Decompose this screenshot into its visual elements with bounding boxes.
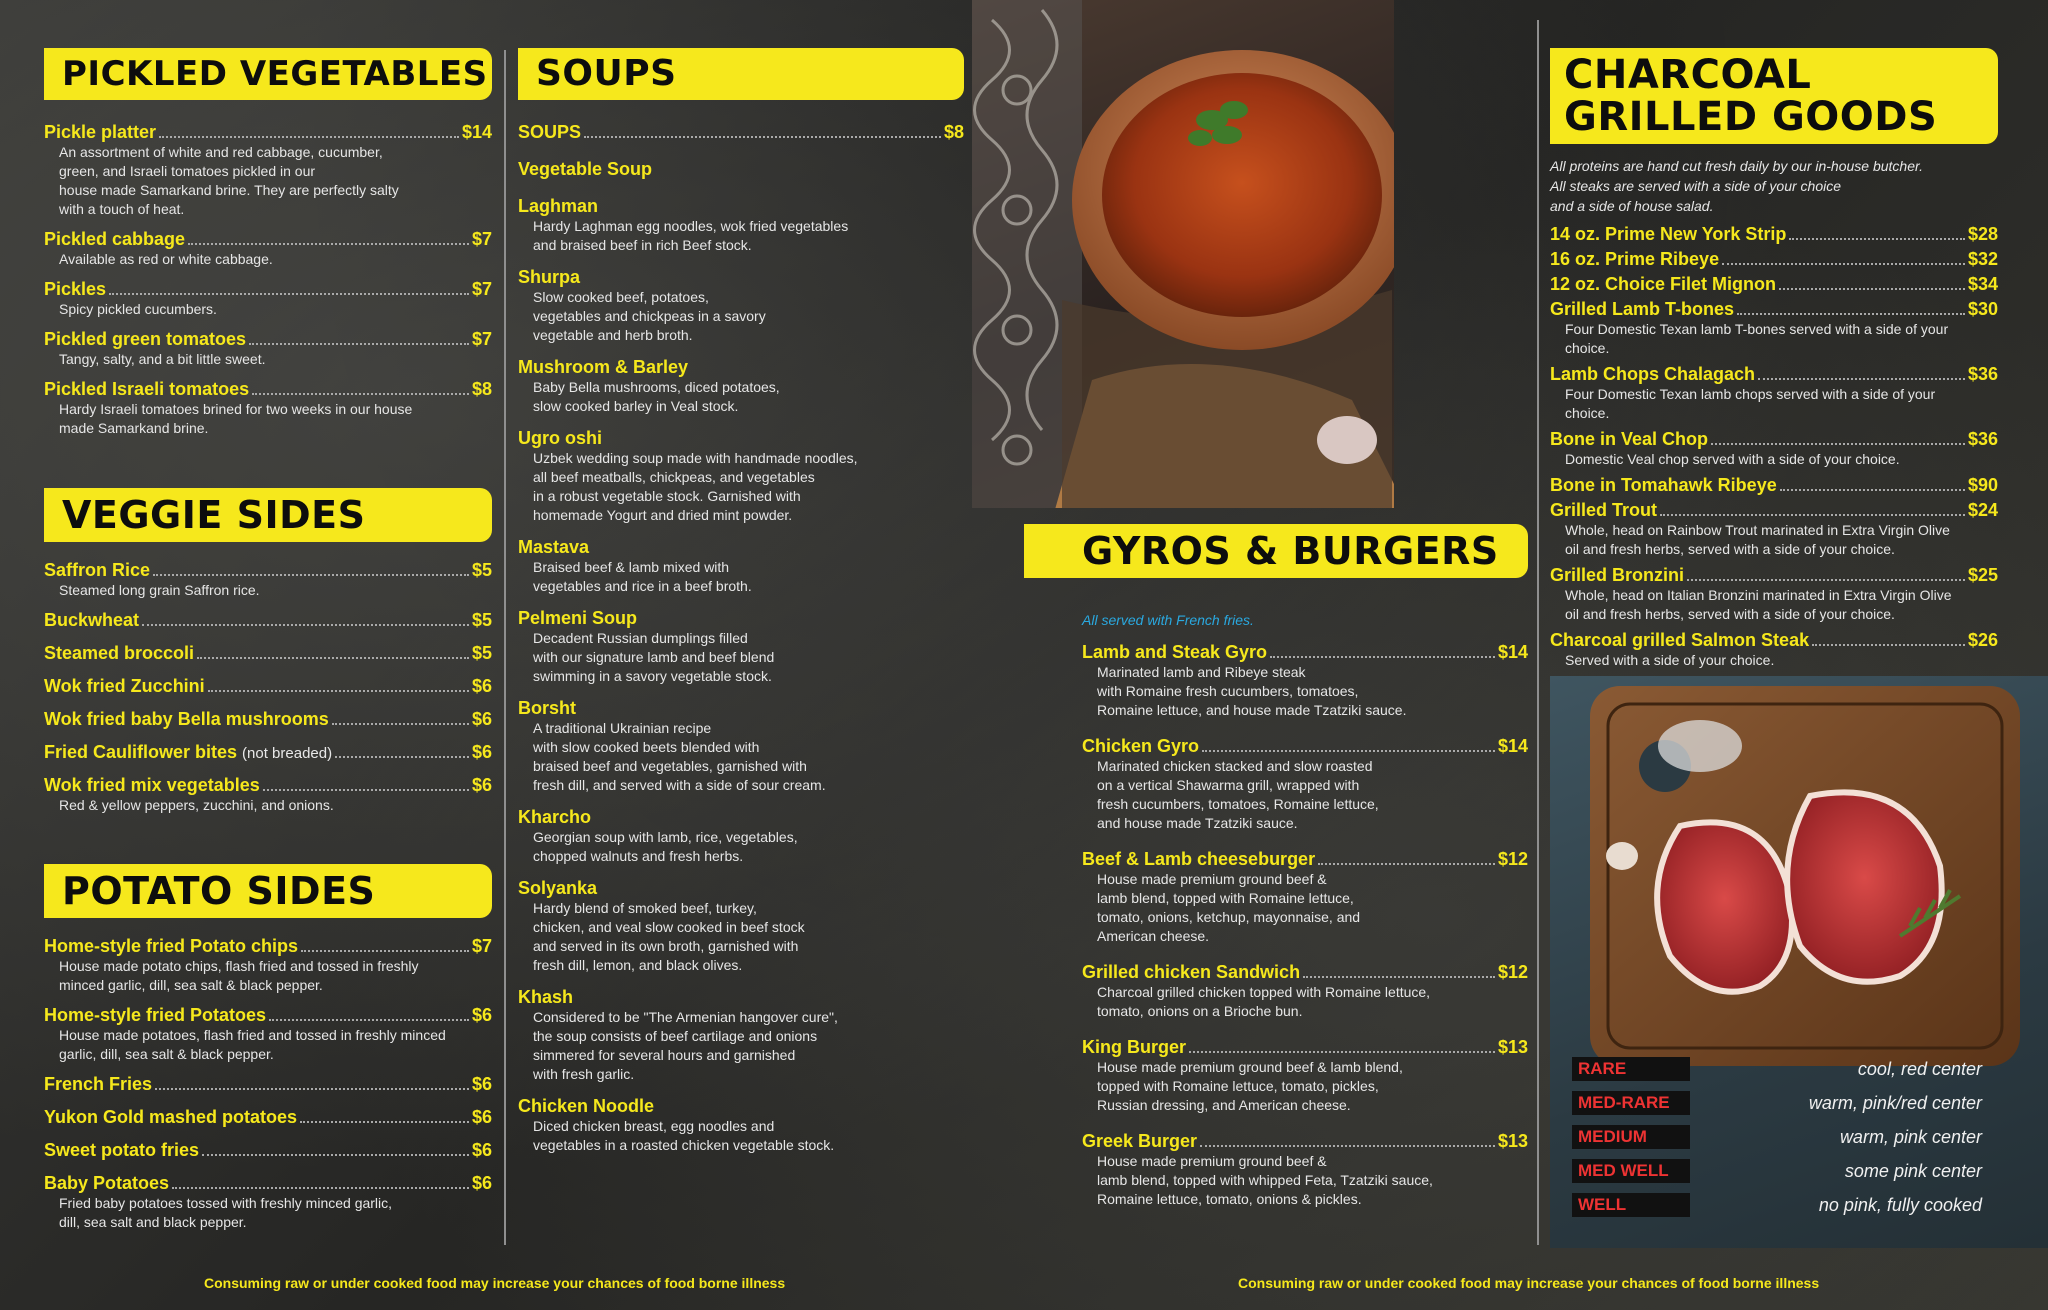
menu-item: [44, 229, 492, 269]
item-desc: Hardy Laghman egg noodles, wok fried vegetables and braised beef in rich Beef stock.: [533, 218, 849, 253]
item-price: $7: [471, 936, 492, 956]
leader-dots: [263, 789, 469, 791]
item-name: Greek Burger: [1082, 1131, 1198, 1151]
item-desc: House made premium ground beef & lamb blend, topped with Romaine lettuce, tomato, onions, ketchup, mayonnaise, and American cheese.: [1097, 871, 1361, 944]
item-name: Grilled Bronzini: [1550, 565, 1685, 585]
leader-dots: [252, 393, 469, 395]
item-price: $14: [1497, 736, 1528, 756]
item-desc: Baby Bella mushrooms, diced potatoes, slow cooked barley in Veal stock.: [533, 379, 780, 414]
item-price: $90: [1967, 475, 1998, 495]
menu-item: [1082, 849, 1528, 946]
charcoal-title: [1550, 48, 1998, 144]
leader-dots: [249, 343, 469, 345]
item-desc: Four Domestic Texan lamb chops served with a side of your choice.: [1565, 386, 1936, 421]
item-price: $6: [471, 1173, 492, 1193]
item-price: $6: [471, 742, 492, 762]
menu-item: [44, 279, 492, 319]
doneness-label: WELL: [1572, 1193, 1690, 1217]
item-price: $6: [471, 775, 492, 795]
doneness-row: [1572, 1052, 1982, 1086]
menu-item: [518, 608, 964, 686]
leader-dots: [1303, 976, 1495, 978]
menu-item: [1550, 249, 1998, 270]
veggie-title: VEGGIE SIDES: [44, 488, 492, 542]
item-price: $6: [471, 1107, 492, 1127]
divider-2: [1537, 20, 1539, 1245]
item-name: Vegetable Soup: [518, 159, 653, 179]
item-desc: Steamed long grain Saffron rice.: [59, 582, 260, 598]
item-price: $7: [471, 229, 492, 249]
item-name: Yukon Gold mashed potatoes: [44, 1107, 298, 1127]
item-price: $13: [1497, 1131, 1528, 1151]
doneness-row: [1572, 1188, 1982, 1222]
soups-title: SOUPS: [518, 48, 964, 100]
leader-dots: [1189, 1051, 1495, 1053]
veggie-section: [44, 488, 492, 825]
leader-dots: [1737, 313, 1965, 315]
item-desc: Served with a side of your choice.: [1565, 652, 1775, 668]
item-name: Charcoal grilled Salmon Steak: [1550, 630, 1810, 650]
charcoal-intro: All proteins are hand cut fresh daily by our in-house butcher. All steaks are served with a side of your choice and a side of house salad.: [1550, 158, 1924, 214]
charcoal-section: [1550, 48, 1998, 680]
item-name: French Fries: [44, 1074, 153, 1094]
item-name: 12 oz. Choice Filet Mignon: [1550, 274, 1777, 294]
leader-dots: [1789, 238, 1965, 240]
item-price: $14: [461, 122, 492, 142]
item-name: Ugro oshi: [518, 428, 602, 448]
item-name: Mastava: [518, 537, 590, 557]
leader-dots: [142, 624, 469, 626]
menu-item: [518, 878, 964, 975]
potato-title: POTATO SIDES: [44, 864, 492, 918]
item-price: $5: [471, 643, 492, 663]
leader-dots: [1780, 489, 1965, 491]
item-price: $6: [471, 1005, 492, 1025]
leader-dots: [1687, 579, 1965, 581]
menu-item: [1082, 1131, 1528, 1209]
item-price: $30: [1967, 299, 1998, 319]
item-note: (not breaded): [242, 745, 333, 762]
leader-dots: [1711, 443, 1965, 445]
pickled-list: [44, 122, 492, 438]
item-name: Lamb Chops Chalagach: [1550, 364, 1756, 384]
item-desc: Marinated lamb and Ribeye steak with Romaine fresh cucumbers, tomatoes, Romaine lettuce, and house made Tzatziki sauce.: [1097, 664, 1407, 718]
item-name: Sweet potato fries: [44, 1140, 200, 1160]
item-desc: A traditional Ukrainian recipe with slow cooked beets blended with braised beef and vegetables, garnished with fresh dill, and served with a side of sour cream.: [533, 720, 826, 793]
item-price: $32: [1967, 249, 1998, 269]
leader-dots: [332, 723, 469, 725]
menu-item: [518, 122, 964, 143]
menu-item: [518, 698, 964, 795]
item-name: 16 oz. Prime Ribeye: [1550, 249, 1720, 269]
leader-dots: [584, 136, 941, 138]
menu-item: [44, 775, 492, 815]
doneness-label: MEDIUM: [1572, 1125, 1690, 1149]
menu-item: [44, 1005, 492, 1064]
soups-section: [518, 48, 964, 1165]
item-price: $7: [471, 279, 492, 299]
item-price: $6: [471, 1140, 492, 1160]
menu-item: [1082, 1037, 1528, 1115]
leader-dots: [153, 574, 469, 576]
item-price: $5: [471, 610, 492, 630]
menu-item: [1082, 962, 1528, 1021]
menu-item: [44, 329, 492, 369]
doneness-chart: [1572, 1052, 1982, 1222]
menu-item: [518, 159, 964, 180]
item-price: $36: [1967, 364, 1998, 384]
menu-item: [44, 1173, 492, 1232]
leader-dots: [1202, 750, 1495, 752]
menu-item: [1550, 224, 1998, 245]
charcoal-title-line1: CHARCOAL: [1564, 52, 1812, 98]
item-desc: Whole, head on Italian Bronzini marinated in Extra Virgin Olive oil and fresh herbs, served with a side of your choice.: [1565, 587, 1952, 622]
item-desc: Uzbek wedding soup made with handmade noodles, all beef meatballs, chickpeas, and vegetables in a robust vegetable stock. Garnished with homemade Yogurt and dried mint powder.: [533, 450, 858, 523]
item-price: $12: [1497, 849, 1528, 869]
footer-warning-left: Consuming raw or under cooked food may increase your chances of food borne illness: [204, 1275, 786, 1291]
menu-item: [1550, 565, 1998, 624]
item-name: Kharcho: [518, 807, 592, 827]
divider-1: [504, 50, 506, 1245]
menu-item: [518, 357, 964, 416]
item-price: $7: [471, 329, 492, 349]
leader-dots: [208, 690, 469, 692]
item-price: $5: [471, 560, 492, 580]
item-desc: Marinated chicken stacked and slow roasted on a vertical Shawarma grill, wrapped with fresh cucumbers, tomatoes, Romaine lettuce, and house made Tzatziki sauce.: [1097, 758, 1379, 831]
item-desc: House made premium ground beef & lamb blend, topped with whipped Feta, Tzatziki sauce, Romaine lettuce, tomato, onions & pickles.: [1097, 1153, 1433, 1207]
item-name: Pickles: [44, 279, 107, 299]
gyros-subtitle: All served with French fries.: [1082, 612, 1254, 628]
item-desc: Whole, head on Rainbow Trout marinated in Extra Virgin Olive oil and fresh herbs, served with a side of your choice.: [1565, 522, 1950, 557]
leader-dots: [1318, 863, 1495, 865]
leader-dots: [159, 136, 459, 138]
leader-dots: [109, 293, 469, 295]
steak-photo: [1550, 676, 2048, 1248]
gyros-content: [1082, 612, 1528, 1219]
item-desc: Four Domestic Texan lamb T-bones served with a side of your choice.: [1565, 321, 1949, 356]
item-price: $8: [471, 379, 492, 399]
leader-dots: [1200, 1145, 1495, 1147]
item-name: Home-style fried Potato chips: [44, 936, 299, 956]
soup-illustration: [972, 0, 1394, 508]
item-desc: Braised beef & lamb mixed with vegetables and rice in a beef broth.: [533, 559, 752, 594]
menu-item: [44, 560, 492, 600]
item-name: Wok fried mix vegetables: [44, 775, 260, 795]
item-desc: House made premium ground beef & lamb blend, topped with Romaine lettuce, tomato, pickles, Russian dressing, and American cheese.: [1097, 1059, 1403, 1113]
menu-item: [518, 1096, 964, 1155]
leader-dots: [155, 1088, 469, 1090]
doneness-desc: no pink, fully cooked: [1818, 1194, 1982, 1215]
leader-dots: [1660, 514, 1965, 516]
menu-item: [1550, 630, 1998, 670]
soup-photo: [972, 0, 1394, 508]
menu-item: [44, 1107, 492, 1128]
item-price: $24: [1967, 500, 1998, 520]
menu-item: [44, 122, 492, 219]
item-price: $28: [1967, 224, 1998, 244]
soups-list: [518, 122, 964, 1155]
item-name: Pickled green tomatoes: [44, 329, 247, 349]
item-name: Laghman: [518, 196, 599, 216]
leader-dots: [202, 1154, 469, 1156]
item-desc: Decadent Russian dumplings filled with our signature lamb and beef blend swimming in a savory vegetable stock.: [533, 630, 775, 684]
menu-item: [1550, 475, 1998, 496]
item-name: Saffron Rice: [44, 560, 151, 580]
footer-warning-right: Consuming raw or under cooked food may increase your chances of food borne illness: [1238, 1275, 1820, 1291]
item-desc: Domestic Veal chop served with a side of your choice.: [1565, 451, 1900, 467]
item-price: $12: [1497, 962, 1528, 982]
item-desc: Tangy, salty, and a bit little sweet.: [59, 351, 266, 367]
menu-item: [518, 196, 964, 255]
doneness-desc: warm, pink/red center: [1808, 1092, 1982, 1113]
leader-dots: [1812, 644, 1965, 646]
item-desc: Fried baby potatoes tossed with freshly minced garlic, dill, sea salt and black pepper.: [59, 1195, 393, 1230]
item-desc: Diced chicken breast, egg noodles and vegetables in a roasted chicken vegetable stock.: [533, 1118, 835, 1153]
item-name: Wok fried baby Bella mushrooms: [44, 709, 329, 729]
doneness-row: [1572, 1154, 1982, 1188]
menu-item: [1550, 299, 1998, 358]
item-name: Grilled Trout: [1550, 500, 1658, 520]
item-desc: Available as red or white cabbage.: [59, 251, 273, 267]
item-desc: Hardy blend of smoked beef, turkey, chicken, and veal slow cooked in beef stock and served in its own broth, garnished with fresh dill, lemon, and black olives.: [533, 900, 805, 973]
item-price: $36: [1967, 429, 1998, 449]
menu-item: [518, 987, 964, 1084]
item-name: Shurpa: [518, 267, 581, 287]
item-price: $13: [1497, 1037, 1528, 1057]
pickled-title: PICKLED VEGETABLES: [44, 48, 492, 100]
item-name: Bone in Tomahawk Ribeye: [1550, 475, 1777, 495]
item-desc: House made potato chips, flash fried and tossed in freshly minced garlic, dill, sea salt & black pepper.: [59, 958, 419, 993]
menu-item: [1550, 364, 1998, 423]
item-name: Grilled Lamb T-bones: [1550, 299, 1735, 319]
leader-dots: [172, 1187, 469, 1189]
item-desc: Hardy Israeli tomatoes brined for two weeks in our house made Samarkand brine.: [59, 401, 413, 436]
item-desc: Slow cooked beef, potatoes, vegetables and chickpeas in a savory vegetable and herb broth.: [533, 289, 766, 343]
menu-item: [1550, 500, 1998, 559]
item-name: Pickle platter: [44, 122, 157, 142]
leader-dots: [301, 950, 469, 952]
leader-dots: [269, 1019, 469, 1021]
item-name: Steamed broccoli: [44, 643, 195, 663]
menu-item: [1550, 274, 1998, 295]
charcoal-list: [1550, 224, 1998, 670]
item-price: $8: [943, 122, 964, 142]
menu-item: [44, 1074, 492, 1095]
menu-item: [1550, 429, 1998, 469]
menu-item: [44, 936, 492, 995]
menu-item: [518, 807, 964, 866]
item-name: Chicken Noodle: [518, 1096, 655, 1116]
veggie-list: [44, 560, 492, 815]
potato-list: [44, 936, 492, 1232]
item-name: Borsht: [518, 698, 576, 718]
item-name: Beef & Lamb cheeseburger: [1082, 849, 1316, 869]
doneness-row: [1572, 1120, 1982, 1154]
leader-dots: [1722, 263, 1965, 265]
item-desc: Considered to be "The Armenian hangover cure", the soup consists of beef cartilage and onions simmered for several hours and garnished with fresh garlic.: [533, 1009, 838, 1082]
item-desc: Georgian soup with lamb, rice, vegetables, chopped walnuts and fresh herbs.: [533, 829, 798, 864]
item-name: Baby Potatoes: [44, 1173, 170, 1193]
item-desc: House made potatoes, flash fried and tossed in freshly minced garlic, dill, sea salt & black pepper.: [59, 1027, 446, 1062]
item-name: 14 oz. Prime New York Strip: [1550, 224, 1787, 244]
item-name: Lamb and Steak Gyro: [1082, 642, 1268, 662]
item-desc: Charcoal grilled chicken topped with Romaine lettuce, tomato, onions on a Brioche bun.: [1097, 984, 1431, 1019]
item-desc: Red & yellow peppers, zucchini, and onions.: [59, 797, 334, 813]
item-price: $26: [1967, 630, 1998, 650]
doneness-desc: warm, pink center: [1839, 1126, 1982, 1147]
item-name: Khash: [518, 987, 574, 1007]
doneness-label: MED-RARE: [1572, 1091, 1690, 1115]
item-price: $6: [471, 709, 492, 729]
menu-item: [518, 537, 964, 596]
gyros-section: [1024, 524, 1528, 578]
leader-dots: [1779, 288, 1965, 290]
pickled-section: [44, 48, 492, 448]
doneness-desc: some pink center: [1844, 1160, 1982, 1181]
item-price: $34: [1967, 274, 1998, 294]
item-name: Bone in Veal Chop: [1550, 429, 1709, 449]
item-name: Home-style fried Potatoes: [44, 1005, 267, 1025]
item-name: Pickled Israeli tomatoes: [44, 379, 250, 399]
item-name: King Burger: [1082, 1037, 1187, 1057]
menu-item: [518, 267, 964, 345]
item-name: Wok fried Zucchini: [44, 676, 205, 696]
item-name: Solyanka: [518, 878, 598, 898]
potato-section: [44, 864, 492, 1242]
leader-dots: [1758, 378, 1965, 380]
leader-dots: [188, 243, 469, 245]
item-name: Pelmeni Soup: [518, 608, 638, 628]
doneness-row: [1572, 1086, 1982, 1120]
item-price: $14: [1497, 642, 1528, 662]
item-name: Chicken Gyro: [1082, 736, 1200, 756]
menu-item: [1082, 642, 1528, 720]
gyros-title: GYROS & BURGERS: [1024, 524, 1528, 578]
item-desc: Spicy pickled cucumbers.: [59, 301, 217, 317]
item-price: $25: [1967, 565, 1998, 585]
menu-item: [44, 676, 492, 697]
menu-item: [44, 643, 492, 664]
item-desc: An assortment of white and red cabbage, cucumber, green, and Israeli tomatoes pickled in our house made Samarkand brine. They are perfectly salty with a touch of heat.: [59, 144, 399, 217]
leader-dots: [1270, 656, 1495, 658]
item-name: Fried Cauliflower bites: [44, 742, 238, 762]
leader-dots: [197, 657, 469, 659]
doneness-desc: cool, red center: [1857, 1058, 1982, 1079]
item-name: Mushroom & Barley: [518, 357, 689, 377]
menu-item: [44, 379, 492, 438]
item-price: $6: [471, 676, 492, 696]
menu-item: [44, 709, 492, 730]
doneness-label: RARE: [1572, 1057, 1690, 1081]
doneness-label: MED WELL: [1572, 1159, 1690, 1183]
menu-item: [44, 1140, 492, 1161]
menu-item: [518, 428, 964, 525]
menu-item: [44, 742, 492, 763]
menu-item: [44, 610, 492, 631]
item-name: Pickled cabbage: [44, 229, 186, 249]
charcoal-title-line2: GRILLED GOODS: [1564, 94, 1938, 140]
item-price: $6: [471, 1074, 492, 1094]
menu-item: [1082, 736, 1528, 833]
leader-dots: [300, 1121, 469, 1123]
leader-dots: [335, 756, 469, 758]
item-name: Buckwheat: [44, 610, 140, 630]
item-name: SOUPS: [518, 122, 582, 142]
item-name: Grilled chicken Sandwich: [1082, 962, 1301, 982]
